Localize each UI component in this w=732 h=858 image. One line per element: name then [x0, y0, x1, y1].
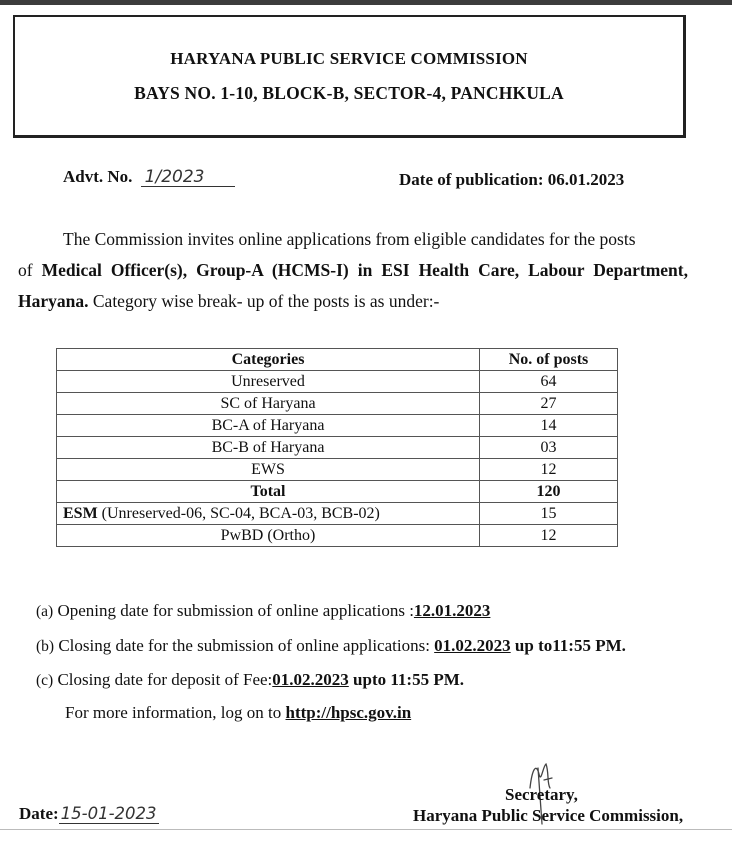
category-cell: SC of Haryana: [57, 393, 480, 415]
footer-date: [19, 804, 159, 824]
opening-date-line: [36, 601, 490, 621]
esm-posts: 15: [480, 503, 618, 525]
table-row: [57, 371, 618, 393]
info-text: For more information, log on to: [65, 703, 282, 722]
total-label: Total: [57, 481, 480, 503]
info-line: [65, 703, 411, 723]
post-name: Medical Officer(s), Group-A (HCMS-I) in ESI Health Care, Labour Department, Haryana.: [18, 260, 688, 311]
commission-address: BAYS NO. 1-10, BLOCK-B, SECTOR-4, PANCHKULA: [134, 83, 564, 103]
intro-of: of: [18, 260, 33, 280]
top-edge-bar: [0, 0, 732, 5]
table-row: [57, 393, 618, 415]
closing-date-text: Closing date for the submission of online applications:: [58, 636, 430, 655]
closing-date-line: [36, 636, 626, 656]
footer-date-label: Date:: [19, 804, 59, 823]
bottom-edge-line: [0, 829, 732, 830]
posts-cell: 03: [480, 437, 618, 459]
posts-table: [56, 348, 618, 547]
opening-date-text: Opening date for submission of online applications :: [57, 601, 414, 620]
pwbd-posts: 12: [480, 525, 618, 547]
posts-cell: 27: [480, 393, 618, 415]
item-marker: (a): [36, 603, 54, 620]
intro-tail: Category wise break- up of the posts is as under:-: [92, 291, 440, 311]
table-total-row: [57, 481, 618, 503]
table-header-row: [57, 349, 618, 371]
website-link[interactable]: http://hpsc.gov.in: [285, 703, 412, 722]
commission-name: HARYANA PUBLIC SERVICE COMMISSION: [170, 49, 528, 68]
closing-time: up to11:55 PM.: [514, 636, 626, 655]
table-row: [57, 437, 618, 459]
intro-line-1: The Commission invites online applications from eligible candidates for the posts: [63, 229, 636, 249]
advt-number-handwritten: 1/2023: [141, 168, 235, 187]
item-marker: (b): [36, 638, 55, 655]
intro-paragraph: [18, 224, 688, 317]
total-posts: 120: [480, 481, 618, 503]
table-row: [57, 459, 618, 481]
fee-date: 01.02.2023: [272, 670, 349, 689]
posts-cell: 64: [480, 371, 618, 393]
commission-signatory: Haryana Public Service Commission,: [413, 806, 684, 825]
closing-date: 01.02.2023: [434, 636, 511, 655]
secretary-title: Secretary,: [505, 785, 578, 804]
esm-cell: [57, 503, 480, 525]
table-row: [57, 415, 618, 437]
pwbd-label: PwBD (Ortho): [57, 525, 480, 547]
posts-cell: 14: [480, 415, 618, 437]
opening-date: 12.01.2023: [413, 601, 491, 620]
table-esm-row: [57, 503, 618, 525]
fee-date-text: Closing date for deposit of Fee:: [57, 670, 273, 689]
category-cell: BC-B of Haryana: [57, 437, 480, 459]
header-categories: Categories: [57, 349, 480, 371]
publication-date: Date of publication: 06.01.2023: [399, 170, 625, 189]
category-cell: Unreserved: [57, 371, 480, 393]
fee-time: upto 11:55 PM.: [353, 670, 465, 689]
advertisement-number: [63, 167, 235, 187]
esm-detail: (Unreserved-06, SC-04, BCA-03, BCB-02): [101, 505, 380, 522]
advt-label: Advt. No.: [63, 167, 133, 186]
esm-label: ESM: [63, 505, 98, 522]
category-cell: BC-A of Haryana: [57, 415, 480, 437]
header-posts: No. of posts: [480, 349, 618, 371]
item-marker: (c): [36, 672, 54, 689]
category-cell: EWS: [57, 459, 480, 481]
footer-date-handwritten: 15-01-2023: [60, 804, 157, 823]
table-pwbd-row: [57, 525, 618, 547]
letterhead-box: [13, 15, 686, 138]
fee-date-line: [36, 670, 464, 690]
posts-cell: 12: [480, 459, 618, 481]
